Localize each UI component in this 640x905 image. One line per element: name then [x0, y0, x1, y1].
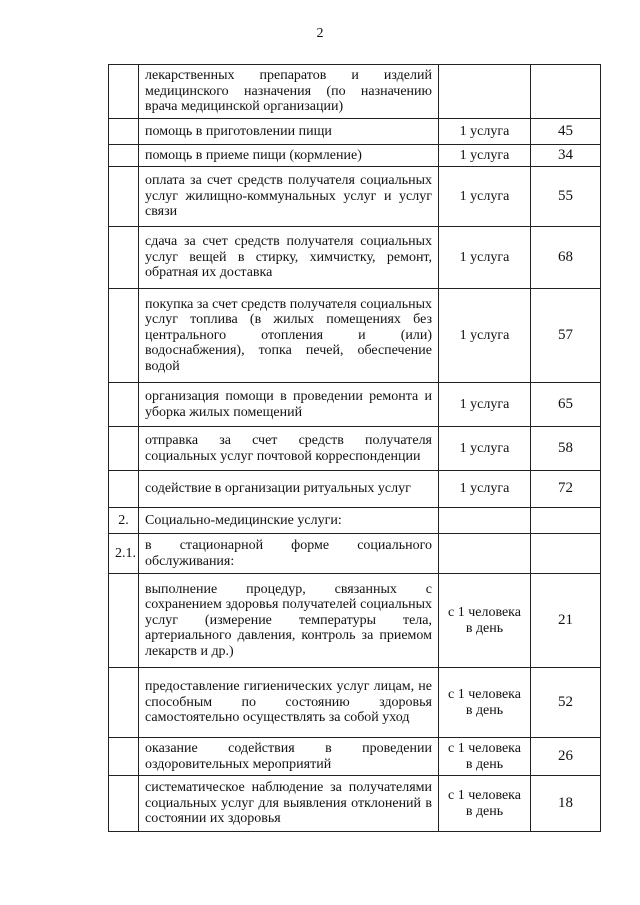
table-row [109, 167, 601, 227]
row-number-cell [109, 145, 139, 167]
price-cell: 18 [531, 776, 601, 832]
table-row [109, 534, 601, 574]
unit-cell: 1 услуга [439, 289, 531, 383]
table-row [109, 471, 601, 508]
price-cell [531, 65, 601, 119]
price-cell: 55 [531, 167, 601, 227]
service-name-cell: лекарственных препаратов и изделий медицинского назначения (по назначению врача медицинской организации) [139, 65, 439, 119]
table-row [109, 508, 601, 534]
table-body [109, 65, 601, 832]
row-number-cell [109, 776, 139, 832]
service-name-cell: организация помощи в проведении ремонта и уборка жилых помещений [139, 383, 439, 427]
service-name-cell: выполнение процедур, связанных с сохранением здоровья получателей социальных услуг (измерение температуры тела, артериального давления, контроль за приемом лекарств и др.) [139, 574, 439, 668]
row-number-cell [109, 119, 139, 145]
service-name-cell: содействие в организации ритуальных услуг [139, 471, 439, 508]
services-price-table [108, 64, 601, 832]
table-row [109, 227, 601, 289]
service-name-cell: в стационарной форме социального обслуживания: [139, 534, 439, 574]
price-cell: 34 [531, 145, 601, 167]
row-number-cell: 2. [109, 508, 139, 534]
service-name-cell: систематическое наблюдение за получателями социальных услуг для выявления отклонений в состоянии их здоровья [139, 776, 439, 832]
service-name-cell: оказание содействия в проведении оздоровительных мероприятий [139, 738, 439, 776]
unit-cell: 1 услуга [439, 145, 531, 167]
service-name-cell: помощь в приготовлении пищи [139, 119, 439, 145]
unit-cell: 1 услуга [439, 427, 531, 471]
page-number: 2 [316, 26, 324, 41]
price-cell: 52 [531, 668, 601, 738]
table-row [109, 383, 601, 427]
unit-cell: 1 услуга [439, 227, 531, 289]
table-row [109, 427, 601, 471]
row-number-cell [109, 471, 139, 508]
unit-cell [439, 65, 531, 119]
table-row [109, 145, 601, 167]
price-cell: 58 [531, 427, 601, 471]
table-row [109, 289, 601, 383]
unit-cell: с 1 человека в день [439, 574, 531, 668]
service-name-cell: отправка за счет средств получателя социальных услуг почтовой корреспонденции [139, 427, 439, 471]
unit-cell [439, 508, 531, 534]
table-row [109, 668, 601, 738]
row-number-cell [109, 738, 139, 776]
service-name-cell: покупка за счет средств получателя социальных услуг топлива (в жилых помещениях без центрального отопления и (или) водоснабжения), топка печей, обеспечение водой [139, 289, 439, 383]
unit-cell: с 1 человека в день [439, 738, 531, 776]
table-row [109, 738, 601, 776]
price-cell: 65 [531, 383, 601, 427]
row-number-cell [109, 668, 139, 738]
unit-cell: с 1 человека в день [439, 776, 531, 832]
unit-cell: 1 услуга [439, 471, 531, 508]
price-cell: 45 [531, 119, 601, 145]
price-cell: 57 [531, 289, 601, 383]
table-row [109, 574, 601, 668]
unit-cell: 1 услуга [439, 383, 531, 427]
price-cell: 68 [531, 227, 601, 289]
service-name-cell: помощь в приеме пищи (кормление) [139, 145, 439, 167]
row-number-cell [109, 65, 139, 119]
unit-cell: 1 услуга [439, 119, 531, 145]
service-name-cell: сдача за счет средств получателя социальных услуг вещей в стирку, химчистку, ремонт, обратная их доставка [139, 227, 439, 289]
row-number-cell [109, 227, 139, 289]
table-row [109, 776, 601, 832]
row-number-cell [109, 427, 139, 471]
table-row [109, 65, 601, 119]
service-name-cell: Социально-медицинские услуги: [139, 508, 439, 534]
price-cell: 26 [531, 738, 601, 776]
price-cell: 21 [531, 574, 601, 668]
unit-cell: с 1 человека в день [439, 668, 531, 738]
row-number-cell [109, 289, 139, 383]
table-row [109, 119, 601, 145]
unit-cell [439, 534, 531, 574]
row-number-cell [109, 574, 139, 668]
price-cell [531, 508, 601, 534]
service-name-cell: оплата за счет средств получателя социальных услуг жилищно-коммунальных услуг и услуг связи [139, 167, 439, 227]
price-cell [531, 534, 601, 574]
price-cell: 72 [531, 471, 601, 508]
service-name-cell: предоставление гигиенических услуг лицам, не способным по состоянию здоровья самостоятельно осуществлять за собой уход [139, 668, 439, 738]
row-number-cell: 2.1. [109, 534, 139, 574]
row-number-cell [109, 383, 139, 427]
row-number-cell [109, 167, 139, 227]
unit-cell: 1 услуга [439, 167, 531, 227]
